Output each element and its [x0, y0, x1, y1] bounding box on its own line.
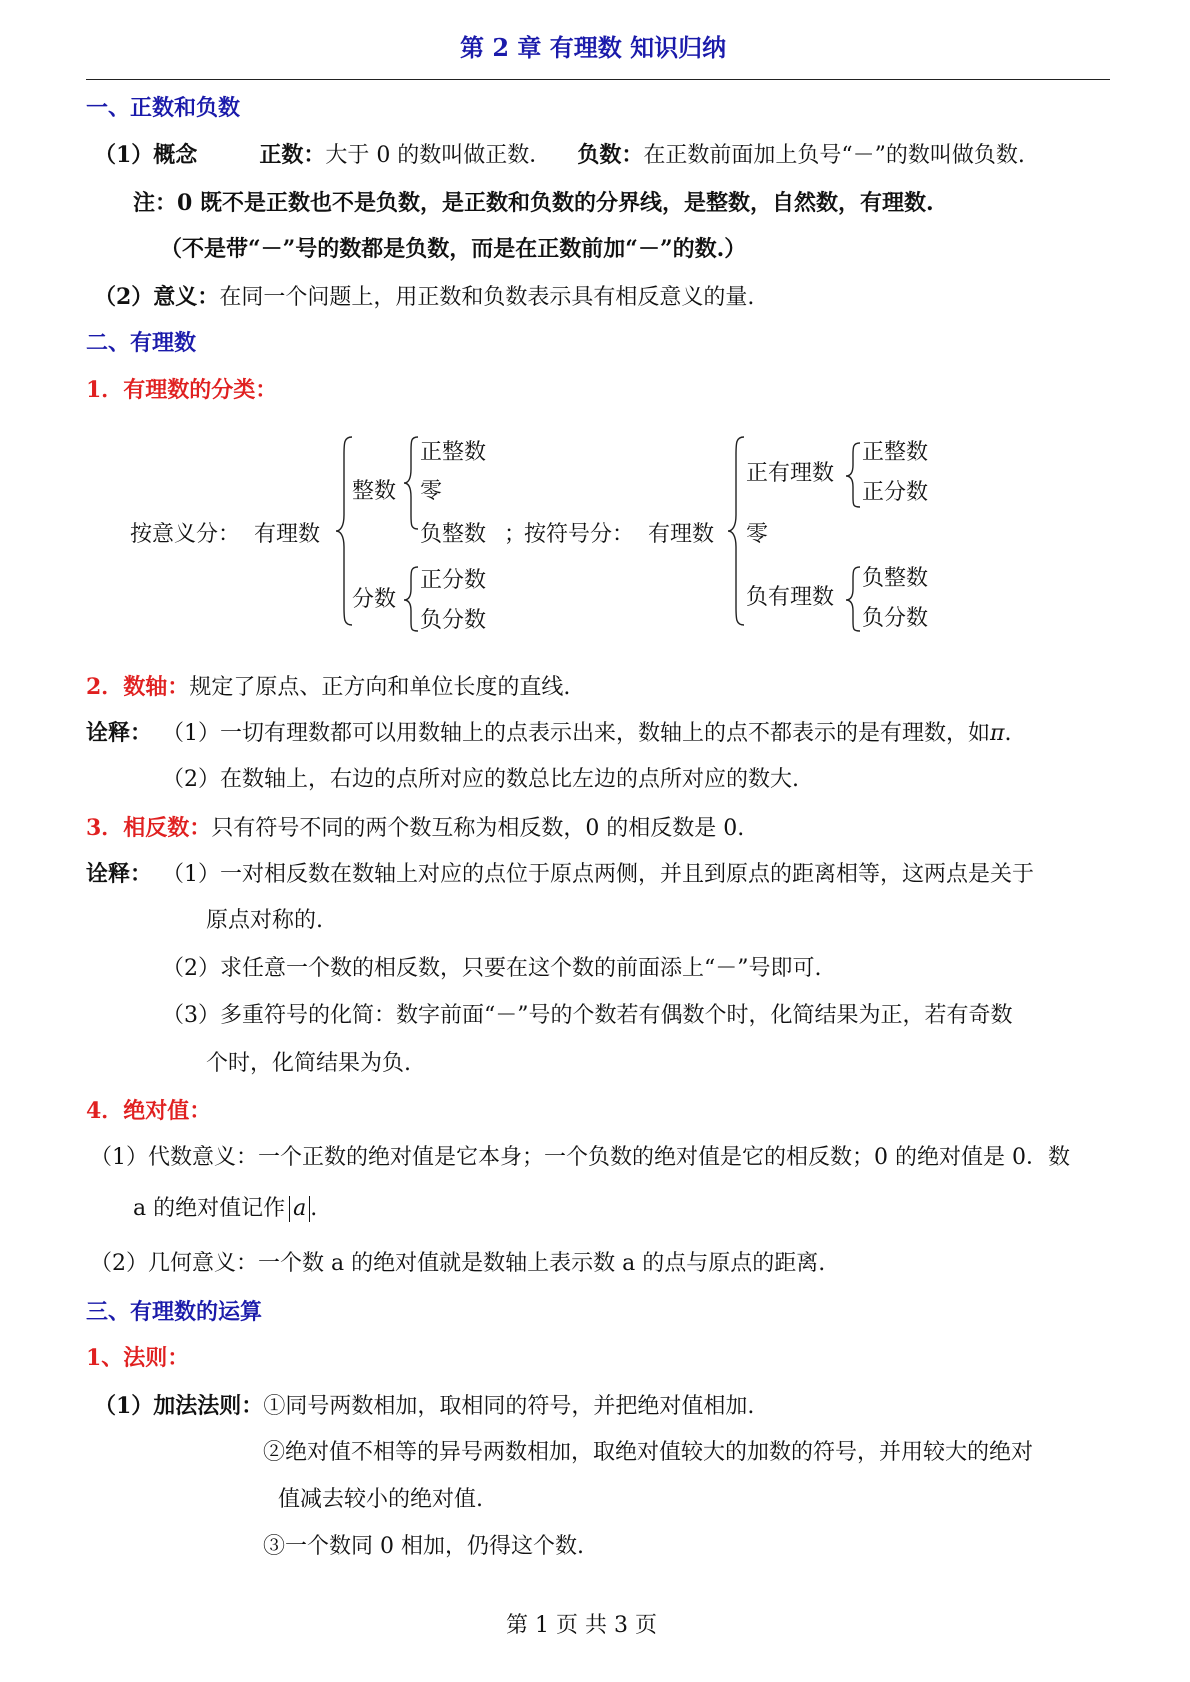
- classify-by-sign-root: 有理数: [648, 522, 715, 547]
- addition-rule-3: ③一个数同 0 相加，仍得这个数.: [263, 1534, 584, 1559]
- addition-rule-label: （1）加法法则：: [94, 1393, 264, 1419]
- explain-label-1: 诠释：: [86, 720, 153, 746]
- classification-heading: 1．有理数的分类：: [86, 377, 278, 403]
- opposite-explain-1b: 原点对称的.: [206, 908, 323, 933]
- concept-label: （1）概念: [94, 142, 198, 168]
- positive-rational-item-fraction: 正分数: [862, 480, 929, 505]
- meaning-label: （2）意义：: [94, 284, 220, 310]
- brace-left-fraction: [404, 567, 418, 631]
- absolute-geometric: （2）几何意义：一个数 a 的绝对值就是数轴上表示数 a 的点与原点的距离.: [90, 1251, 826, 1276]
- classify-by-meaning: [130, 521, 320, 549]
- brace-left-integer: [404, 437, 418, 529]
- rules-heading: 1、法则：: [86, 1345, 190, 1371]
- absolute-value-heading: 4．绝对值：: [86, 1098, 212, 1124]
- concept-line: [94, 141, 1025, 170]
- note-negative: （不是带“－”号的数都是负数，而是在正数前加“－”的数.）: [160, 236, 747, 262]
- page-footer: 第 1 页 共 3 页: [506, 1613, 657, 1638]
- absolute-variable: a: [293, 1196, 307, 1221]
- negative-definition: 在正数前面加上负号“－”的数叫做负数.: [643, 143, 1025, 168]
- opposite-explain-1: [86, 860, 1034, 889]
- classify-by-sign-prefix: 按符号分：: [524, 522, 635, 547]
- positive-definition: 大于 0 的数叫做正数．: [325, 143, 552, 168]
- negative-rational-node: 负有理数: [746, 585, 835, 610]
- fraction-node: 分数: [352, 587, 397, 612]
- absolute-bars: [289, 1196, 310, 1222]
- absolute-notation-end: .: [310, 1196, 318, 1221]
- absolute-notation-text: a 的绝对值记作: [133, 1196, 286, 1221]
- number-line-line: [86, 673, 570, 702]
- page-title: 第 2 章 有理数 知识归纳: [460, 33, 727, 62]
- number-line-label: 2．数轴：: [86, 674, 190, 700]
- addition-rule-1: [94, 1392, 754, 1421]
- number-line-explain-1-text: （1）一切有理数都可以用数轴上的点表示出来，数轴上的点不都表示的是有理数，如: [162, 721, 991, 746]
- opposite-explain-3a: （3）多重符号的化简：数字前面“－”号的个数若有偶数个时，化简结果为正，若有奇数: [162, 1003, 1013, 1028]
- negative-label: 负数：: [577, 142, 644, 168]
- positive-rational-node: 正有理数: [746, 461, 835, 486]
- section2-heading: 二、有理数: [86, 330, 197, 356]
- fraction-item-positive: 正分数: [420, 568, 487, 593]
- opposite-text: 只有符号不同的两个数互称为相反数，0 的相反数是 0.: [211, 816, 745, 841]
- addition-rule-2b: 值减去较小的绝对值.: [278, 1487, 483, 1512]
- opposite-line: [86, 814, 744, 843]
- meaning-text: 在同一个问题上，用正数和负数表示具有相反意义的量.: [219, 285, 755, 310]
- negative-rational-item-integer: 负整数: [862, 566, 929, 591]
- fraction-item-negative: 负分数: [420, 608, 487, 633]
- brace-right-negative: [846, 567, 860, 631]
- absolute-notation: [133, 1195, 317, 1223]
- title-divider: [86, 79, 1110, 80]
- integer-item-positive: 正整数: [420, 440, 487, 465]
- opposite-explain-2: （2）求任意一个数的相反数，只要在这个数的前面添上“－”号即可.: [162, 956, 822, 981]
- classify-by-sign: [524, 521, 714, 549]
- number-line-explain-2: （2）在数轴上，右边的点所对应的数总比左边的点所对应的数大.: [162, 767, 799, 792]
- integer-item-negative: 负整数: [420, 522, 487, 547]
- pi-symbol: π: [990, 721, 1005, 746]
- positive-label: 正数：: [259, 142, 326, 168]
- section1-heading: 一、正数和负数: [86, 95, 241, 121]
- classify-separator: ；: [504, 522, 527, 547]
- negative-rational-item-fraction: 负分数: [862, 606, 929, 631]
- opposite-explain-3b: 个时，化简结果为负.: [206, 1051, 411, 1076]
- positive-rational-item-integer: 正整数: [862, 440, 929, 465]
- section3-heading: 三、有理数的运算: [86, 1299, 263, 1325]
- meaning-line: [94, 283, 754, 312]
- addition-rule-2a: ②绝对值不相等的异号两数相加，取绝对值较大的加数的符号，并用较大的绝对: [263, 1440, 1034, 1465]
- brace-left-root: [336, 437, 352, 625]
- brace-right-positive: [846, 443, 860, 507]
- absolute-algebraic: （1）代数意义：一个正数的绝对值是它本身；一个负数的绝对值是它的相反数；0 的绝对值是 0．数: [90, 1145, 1070, 1170]
- brace-right-root: [728, 437, 744, 625]
- zero-node: 零: [746, 522, 769, 547]
- classify-by-meaning-root: 有理数: [254, 522, 321, 547]
- opposite-label: 3．相反数：: [86, 815, 212, 841]
- addition-rule-1-text: ①同号两数相加，取相同的符号，并把绝对值相加.: [263, 1394, 755, 1419]
- explain-label-2: 诠释：: [86, 861, 153, 887]
- integer-item-zero: 零: [420, 479, 443, 504]
- opposite-explain-1a: （1）一对相反数在数轴上对应的点位于原点两侧，并且到原点的距离相等，这两点是关于: [162, 862, 1035, 887]
- number-line-explain-1-end: .: [1004, 721, 1012, 746]
- number-line-explain-1: [86, 719, 1011, 748]
- integer-node: 整数: [352, 479, 397, 504]
- note-zero: 注：0 既不是正数也不是负数，是正数和负数的分界线，是整数，自然数，有理数.: [133, 190, 934, 216]
- number-line-text: 规定了原点、正方向和单位长度的直线.: [189, 675, 571, 700]
- classify-by-meaning-prefix: 按意义分：: [130, 522, 241, 547]
